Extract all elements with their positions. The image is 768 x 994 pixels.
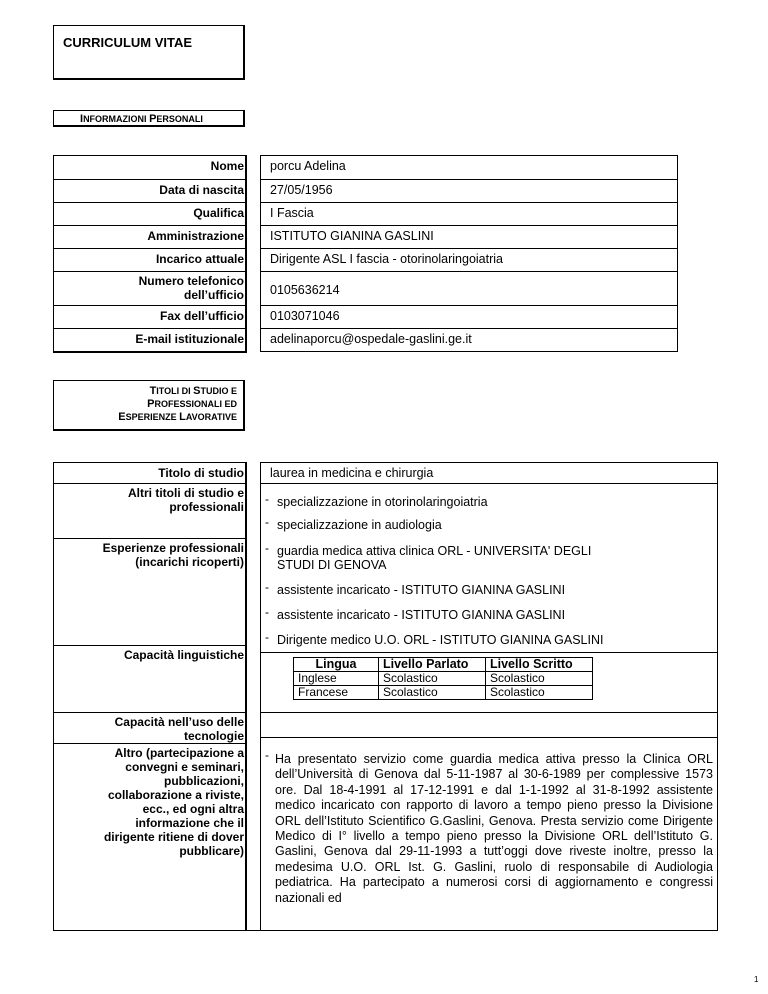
grid-line: [260, 155, 678, 156]
label-data-nascita: Data di nascita: [159, 183, 244, 197]
grid-line: [53, 483, 245, 484]
grid-line: [260, 712, 718, 713]
grid-line: [53, 538, 245, 539]
bullet: -: [265, 492, 269, 506]
section-studies-title: TITOLI DI STUDIO E PROFESSIONALI ED ESPERIENZE LAVORATIVE: [118, 385, 237, 423]
value-incarico: Dirigente ASL I fascia - otorinolaringoiatria: [270, 252, 503, 266]
cv-title: CURRICULUM VITAE: [63, 35, 193, 50]
grid-line: [260, 271, 678, 272]
grid-line: [260, 462, 718, 463]
value-titolo-studio: laurea in medicina e chirurgia: [270, 466, 434, 480]
label-lingue: Capacità linguistiche: [123, 648, 244, 662]
label-fax: Fax dell’ufficio: [159, 309, 244, 323]
label-telefono: Numero telefonico dell’ufficio: [138, 274, 244, 302]
bullet: -: [265, 630, 269, 644]
label-altro: Altro (partecipazione a convegni e seminari, pubblicazioni, collaborazione a riviste, ecc., ed ogni altra informazione che il dirigente ritiene di dover pubblicare): [103, 746, 244, 858]
esperienza-item: Dirigente medico U.O. ORL - ISTITUTO GIANINA GASLINI: [277, 633, 604, 647]
table-row: [294, 672, 593, 686]
bullet: -: [265, 515, 269, 529]
table-row: [294, 686, 593, 700]
table-cell: Scolastico: [486, 686, 593, 700]
grid-line: [53, 179, 245, 180]
grid-line: [53, 462, 245, 463]
table-header: Lingua: [294, 658, 379, 672]
label-altri-titoli: Altri titoli di studio e professionali: [128, 486, 244, 514]
label-qualifica: Qualifica: [193, 206, 244, 220]
grid-line: [53, 462, 54, 930]
altro-paragraph: Ha presentato servizio come guardia medica attiva presso la Clinica ORL dell’Università di Genova dal 5-11-1987 al 30-6-1989 per complessive 1573 ore. Dal 18-4-1991 al 17-12-1991 e dal 1-1-1992 al 31-8-1992 assistente medico incaricato con rapporto di lavoro a tempo pieno presso la Divisione ORL dell’Istituto Scientifico G.Gaslini, Genova. Presta servizio come Dirigente Medico di I° livello a tempo pieno presso la Divisione ORL dell’Istituto G. Gaslini, Genova dal 29-11-1993 a tutt’oggi dove riveste inoltre, presso la medesima U.O. ORL Ist. G. Gaslini, ruolo di responsabile di Audiologia pediatrica. Ha partecipato a numerosi corsi di aggiornamento e congressi nazionali ed: [275, 752, 713, 905]
grid-line: [53, 271, 245, 272]
language-table: [293, 657, 593, 700]
grid-line: [53, 930, 718, 931]
grid-line: [260, 305, 678, 306]
page-number: 1: [754, 975, 759, 984]
grid-line: [260, 483, 718, 484]
grid-line: [53, 712, 245, 713]
grid-line: [260, 155, 261, 351]
value-qualifica: I Fascia: [270, 206, 314, 220]
grid-line: [53, 155, 245, 156]
label-amministrazione: Amministrazione: [147, 229, 244, 243]
grid-line: [260, 248, 678, 249]
value-amministrazione: ISTITUTO GIANINA GASLINI: [270, 229, 434, 243]
grid-line: [260, 351, 678, 352]
grid-line: [245, 462, 247, 930]
grid-line: [677, 155, 678, 351]
bullet: -: [265, 748, 269, 762]
label-tecnologie: Capacità nell’uso delle tecnologie: [114, 715, 244, 743]
label-incarico: Incarico attuale: [155, 252, 244, 266]
grid-line: [53, 328, 245, 329]
bullet: -: [265, 541, 269, 555]
grid-line: [260, 462, 261, 930]
grid-line: [260, 202, 678, 203]
label-titolo-studio: Titolo di studio: [158, 466, 244, 480]
altri-titoli-item: specializzazione in audiologia: [277, 518, 442, 532]
grid-line: [53, 248, 245, 249]
value-nome: porcu Adelina: [270, 159, 346, 173]
table-cell: Francese: [294, 686, 379, 700]
section-studies-box: [53, 380, 245, 431]
grid-line: [260, 225, 678, 226]
value-data-nascita: 27/05/1956: [270, 183, 333, 197]
grid-line: [53, 225, 245, 226]
esperienza-item: guardia medica attiva clinica ORL - UNIVERSITA' DEGLI STUDI DI GENOVA: [277, 544, 592, 572]
section-personal-box: [53, 110, 245, 127]
grid-line: [717, 462, 718, 930]
table-header-row: [294, 658, 593, 672]
grid-line: [245, 155, 247, 351]
label-nome: Nome: [210, 159, 244, 173]
grid-line: [260, 328, 678, 329]
grid-line: [53, 305, 245, 306]
table-header: Livello Scritto: [486, 658, 593, 672]
esperienza-item: assistente incaricato - ISTITUTO GIANINA GASLINI: [277, 608, 566, 622]
section-personal-title: INFORMAZIONI PERSONALI: [80, 113, 203, 125]
altri-titoli-item: specializzazione in otorinolaringoiatria: [277, 495, 488, 509]
grid-line: [53, 743, 245, 744]
table-cell: Inglese: [294, 672, 379, 686]
label-email: E-mail istituzionale: [135, 332, 244, 346]
grid-line: [53, 155, 54, 351]
grid-line: [53, 202, 245, 203]
label-esperienze: Esperienze professionali (incarichi ricoperti): [102, 541, 244, 569]
table-cell: Scolastico: [379, 686, 486, 700]
cv-title-box: [53, 25, 245, 80]
grid-line: [260, 652, 718, 653]
bullet: -: [265, 605, 269, 619]
grid-line: [260, 179, 678, 180]
bullet: -: [265, 580, 269, 594]
value-email: adelinaporcu@ospedale-gaslini.ge.it: [270, 332, 472, 346]
grid-line: [53, 351, 247, 353]
table-cell: Scolastico: [486, 672, 593, 686]
value-fax: 0103071046: [270, 309, 340, 323]
table-cell: Scolastico: [379, 672, 486, 686]
esperienza-item: assistente incaricato - ISTITUTO GIANINA GASLINI: [277, 583, 566, 597]
table-header: Livello Parlato: [379, 658, 486, 672]
grid-line: [260, 737, 718, 738]
value-telefono: 0105636214: [270, 283, 340, 297]
grid-line: [53, 645, 245, 646]
